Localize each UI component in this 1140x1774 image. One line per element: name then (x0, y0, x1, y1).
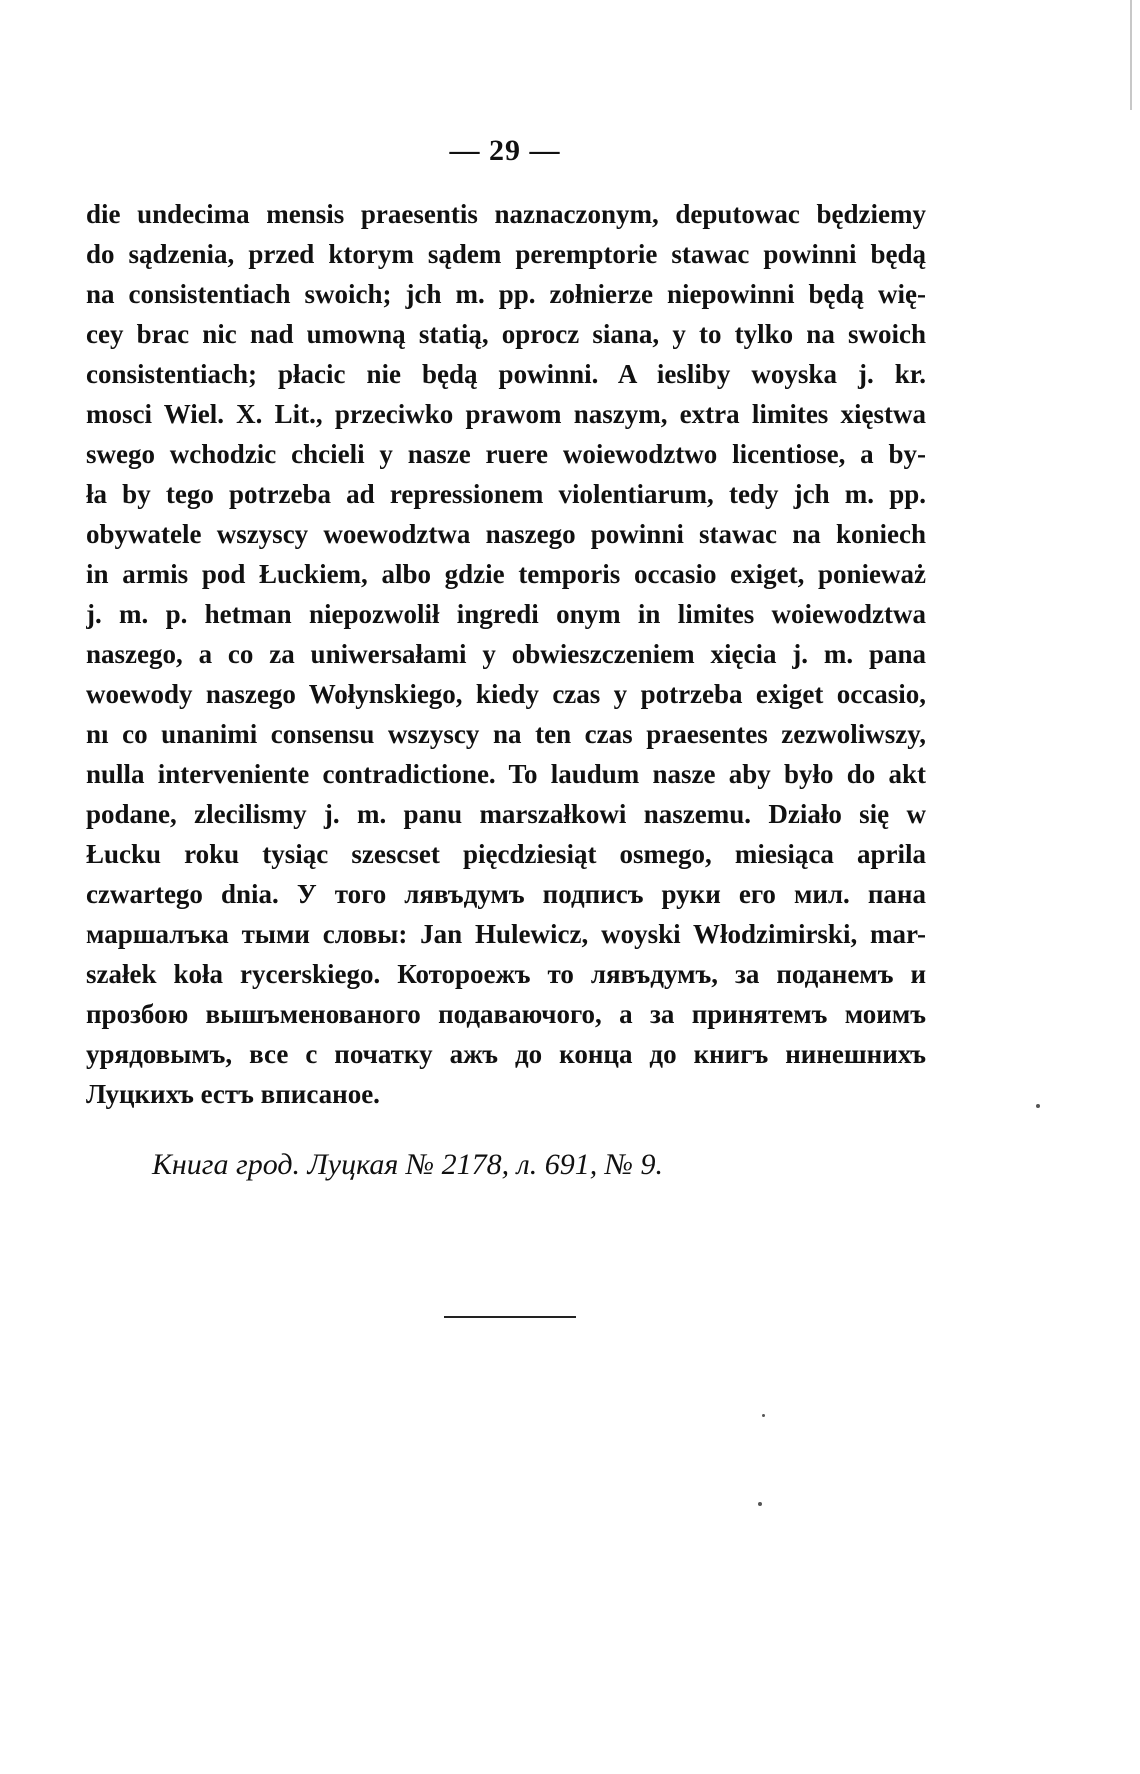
text-line: j. m. p. hetman niepozwolił ingredi onym in limites woiewodztwa (86, 599, 926, 629)
text-line: na consistentiach swoich; jch m. pp. zołnierze niepowinni będą wię- (86, 279, 926, 309)
text-line: маршалъка тыми словы: Jan Hulewicz, woyski Włodzimirski, mar- (86, 919, 926, 949)
text-line: nı co unanimi consensu wszyscy na ten czas praesentes zezwoliwszy, (86, 719, 926, 749)
text-line: in armis pod Łuckiem, albo gdzie temporis occasio exiget, ponieważ (86, 559, 926, 589)
text-line: podane, zlecilismy j. m. panu marszałkowi naszemu. Działo się w (86, 799, 926, 829)
text-line: урядовымъ, все с початку ажъ до конца до книгъ нинешнихъ (86, 1039, 926, 1069)
source-reference: Книга грод. Луцкая № 2178, л. 691, № 9. (152, 1148, 664, 1181)
text-line: mosci Wiel. X. Lit., przeciwko prawom naszym, extra limites xięstwa (86, 399, 926, 429)
scan-speck (1036, 1104, 1040, 1108)
text-line: swego wchodzic chcieli y nasze ruere woiewodztwo licentiose, a by- (86, 439, 926, 469)
text-line: woewody naszego Wołynskiego, kiedy czas y potrzeba exiget occasio, (86, 679, 926, 709)
text-line: consistentiach; płacic nie będą powinni. A iesliby woyska j. kr. (86, 359, 926, 389)
text-line: die undecima mensis praesentis naznaczonym, deputowac będziemy (86, 199, 926, 229)
text-line-last: Луцкихъ естъ вписаное. (86, 1079, 380, 1109)
body-text (86, 194, 926, 1114)
text-line: czwartego dnia. У того лявъдумъ подписъ руки его мил. пана (86, 879, 926, 909)
text-line: szałek koła rycerskiego. Котороежъ то лявъдумъ, за поданемъ и (86, 959, 926, 989)
text-line: ła by tego potrzeba ad repressionem violentiarum, tedy jch m. pp. (86, 479, 926, 509)
scan-edge-line (1130, 0, 1132, 110)
scan-speck (758, 1502, 762, 1506)
scan-speck (762, 1414, 765, 1417)
text-line: cey brac nic nad umowną statią, oprocz siana, y to tylko na swoich (86, 319, 926, 349)
text-line: Łucku roku tysiąc szescset pięcdziesiąt osmego, miesiąca aprila (86, 839, 926, 869)
end-rule-divider (444, 1316, 576, 1318)
text-line: naszego, a co za uniwersałami y obwieszczeniem xięcia j. m. pana (86, 639, 926, 669)
page-number: — 29 — (449, 134, 561, 167)
text-line: do sądzenia, przed ktorym sądem peremptorie stawac powinni będą (86, 239, 926, 269)
text-line: nulla interveniente contradictione. To laudum nasze aby było do akt (86, 759, 926, 789)
text-line: obywatele wszyscy woewodztwa naszego powinni stawac na koniech (86, 519, 926, 549)
text-line: прозбою вышъменованого подаваючого, а за принятемъ моимъ (86, 999, 926, 1029)
